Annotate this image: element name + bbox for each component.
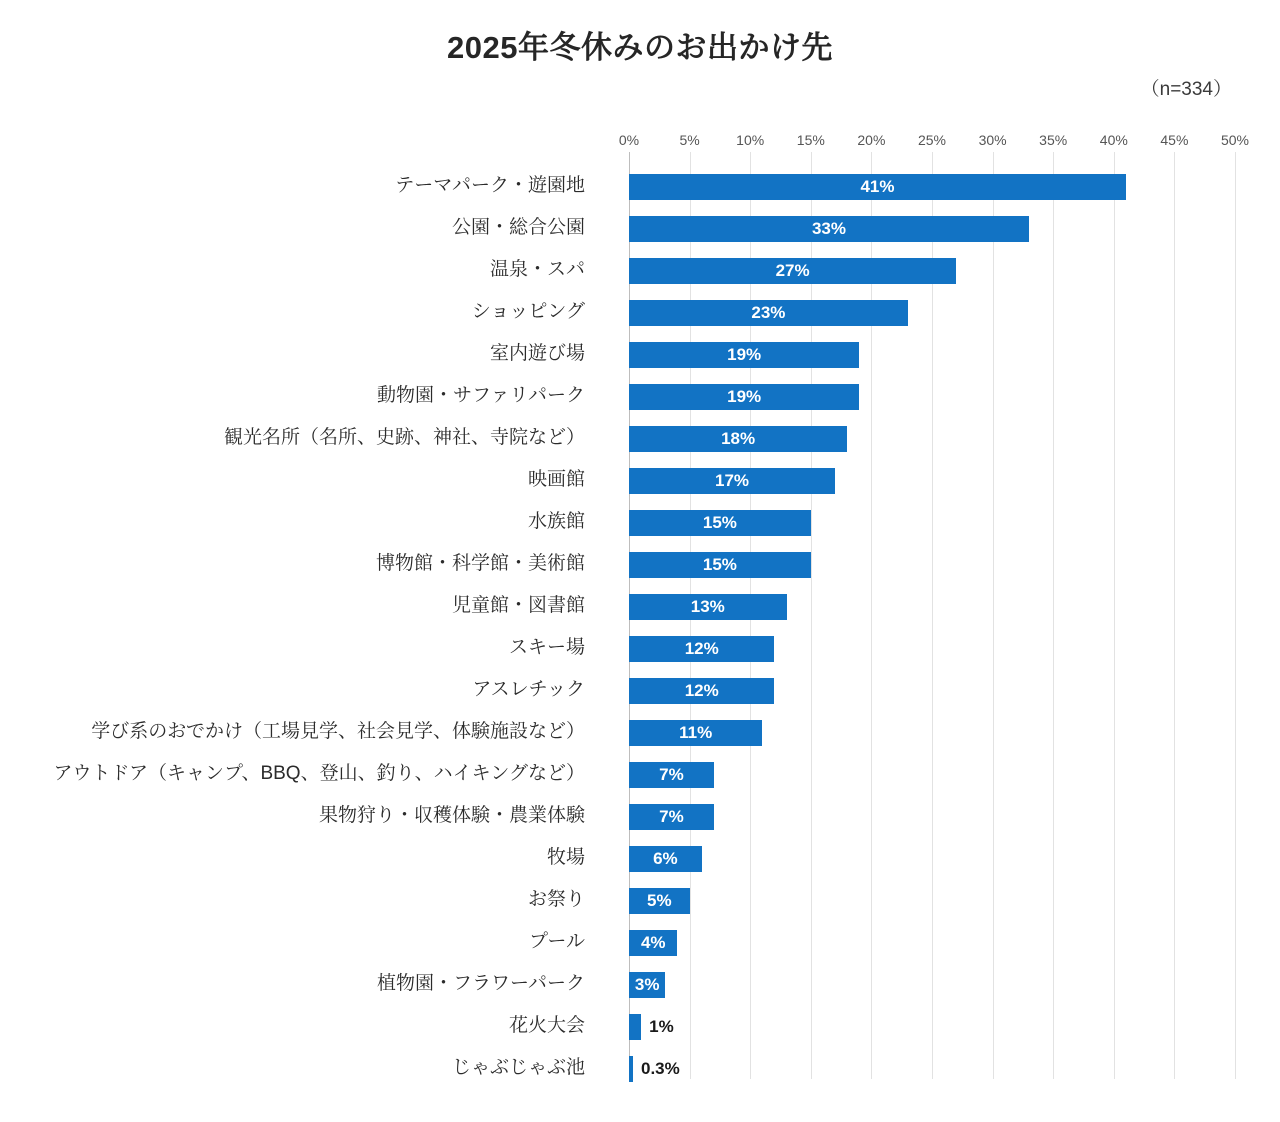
bar-value-label: 4% (640, 933, 666, 952)
category-label: 室内遊び場 (489, 343, 585, 364)
category-label: 動物園・サファリパーク (376, 385, 585, 406)
sample-size-annotation: （n=334） (1140, 79, 1232, 100)
bar-row (0, 291, 1235, 333)
category-label: 学び系のおでかけ（工場見学、社会見学、体験施設など） (91, 721, 585, 742)
bar-value-label: 19% (727, 387, 762, 406)
bar-value-label: 11% (679, 723, 713, 742)
bar-row (0, 669, 1235, 711)
x-axis-tick-label: 15% (796, 132, 825, 148)
x-axis-tick-label: 40% (1099, 132, 1128, 148)
category-label: 観光名所（名所、史跡、神社、寺院など） (223, 427, 585, 448)
bar-value-label: 19% (727, 345, 762, 364)
bar-row (0, 459, 1235, 501)
bar-value-label: 0.3% (641, 1059, 680, 1078)
bar-row (0, 753, 1235, 795)
category-label: 果物狩り・収穫体験・農業体験 (318, 805, 585, 826)
bar-value-label: 18% (721, 429, 756, 448)
category-label: 牧場 (546, 847, 585, 868)
bar-value-label: 3% (634, 975, 660, 994)
bar-value-label: 1% (649, 1017, 674, 1036)
category-label: 温泉・スパ (489, 259, 585, 280)
bar-row (0, 249, 1235, 291)
bar-row (0, 543, 1235, 585)
page-title: 2025年冬休みのお出かけ先 (447, 30, 833, 65)
category-label: 児童館・図書館 (451, 595, 585, 616)
bar-value-label: 12% (684, 639, 719, 658)
bar-value-label: 15% (702, 513, 737, 532)
bar-value-label: 5% (647, 891, 672, 910)
bar-row (0, 1005, 1235, 1047)
category-label: プール (528, 931, 585, 952)
category-label: じゃぶじゃぶ池 (451, 1057, 585, 1078)
category-label: 水族館 (527, 511, 585, 532)
bar-value-label: 41% (860, 177, 895, 196)
bar-value-label: 17% (715, 471, 750, 490)
plot-area (53, 152, 1235, 1079)
x-axis-tick-label: 50% (1220, 132, 1250, 148)
bar-row (0, 879, 1235, 921)
bar-row (0, 837, 1235, 879)
x-axis-tick-label: 30% (978, 132, 1007, 148)
x-axis-tick-label: 45% (1160, 132, 1189, 148)
category-label: 公園・総合公園 (451, 217, 585, 238)
bar-row (0, 417, 1235, 459)
category-label: 植物園・フラワーパーク (376, 973, 585, 994)
bar-value-label: 23% (751, 303, 786, 322)
x-axis-tick-label: 10% (736, 132, 765, 148)
bar-value-label: 12% (684, 681, 719, 700)
category-label: ショッピング (471, 301, 585, 322)
gridline (1235, 152, 1236, 1079)
category-label: アスレチック (472, 679, 585, 700)
bar-row (0, 333, 1235, 375)
bar-row (0, 501, 1235, 543)
bar[interactable] (629, 1014, 641, 1040)
bar-value-label: 15% (702, 555, 737, 574)
bar[interactable] (629, 1056, 633, 1082)
category-label: 映画館 (527, 469, 585, 490)
bar-value-label: 13% (690, 597, 725, 616)
category-label: 博物館・科学館・美術館 (375, 553, 585, 574)
bar-row (0, 711, 1235, 753)
bar-row (0, 375, 1235, 417)
x-axis-tick-label: 5% (679, 132, 700, 148)
x-axis-tick-label: 35% (1039, 132, 1068, 148)
bar-row (0, 627, 1235, 669)
category-label: スキー場 (508, 637, 585, 658)
bar-row (0, 207, 1235, 249)
bar-row (0, 921, 1235, 963)
category-label: 花火大会 (508, 1015, 585, 1036)
bar-row (0, 1047, 1235, 1089)
x-axis-tick-label: 20% (857, 132, 886, 148)
bar-value-label: 27% (775, 261, 810, 280)
bar-value-label: 7% (659, 765, 684, 784)
x-axis-tick-labels (618, 132, 1250, 152)
x-axis-tick-label: 25% (917, 132, 947, 148)
bar-row (0, 963, 1235, 1005)
bar-value-label: 33% (811, 219, 846, 238)
x-axis-tick-label: 0% (618, 132, 640, 148)
category-label: お祭り (527, 889, 585, 910)
bar-row (0, 585, 1235, 627)
bar-value-label: 7% (659, 807, 684, 826)
bar-row (0, 165, 1235, 207)
category-label: テーマパーク・遊園地 (395, 175, 585, 196)
bar-value-label: 6% (653, 849, 678, 868)
bar-row (0, 795, 1235, 837)
category-label: アウトドア（キャンプ、BBQ、登山、釣り、ハイキングなど） (53, 763, 585, 784)
